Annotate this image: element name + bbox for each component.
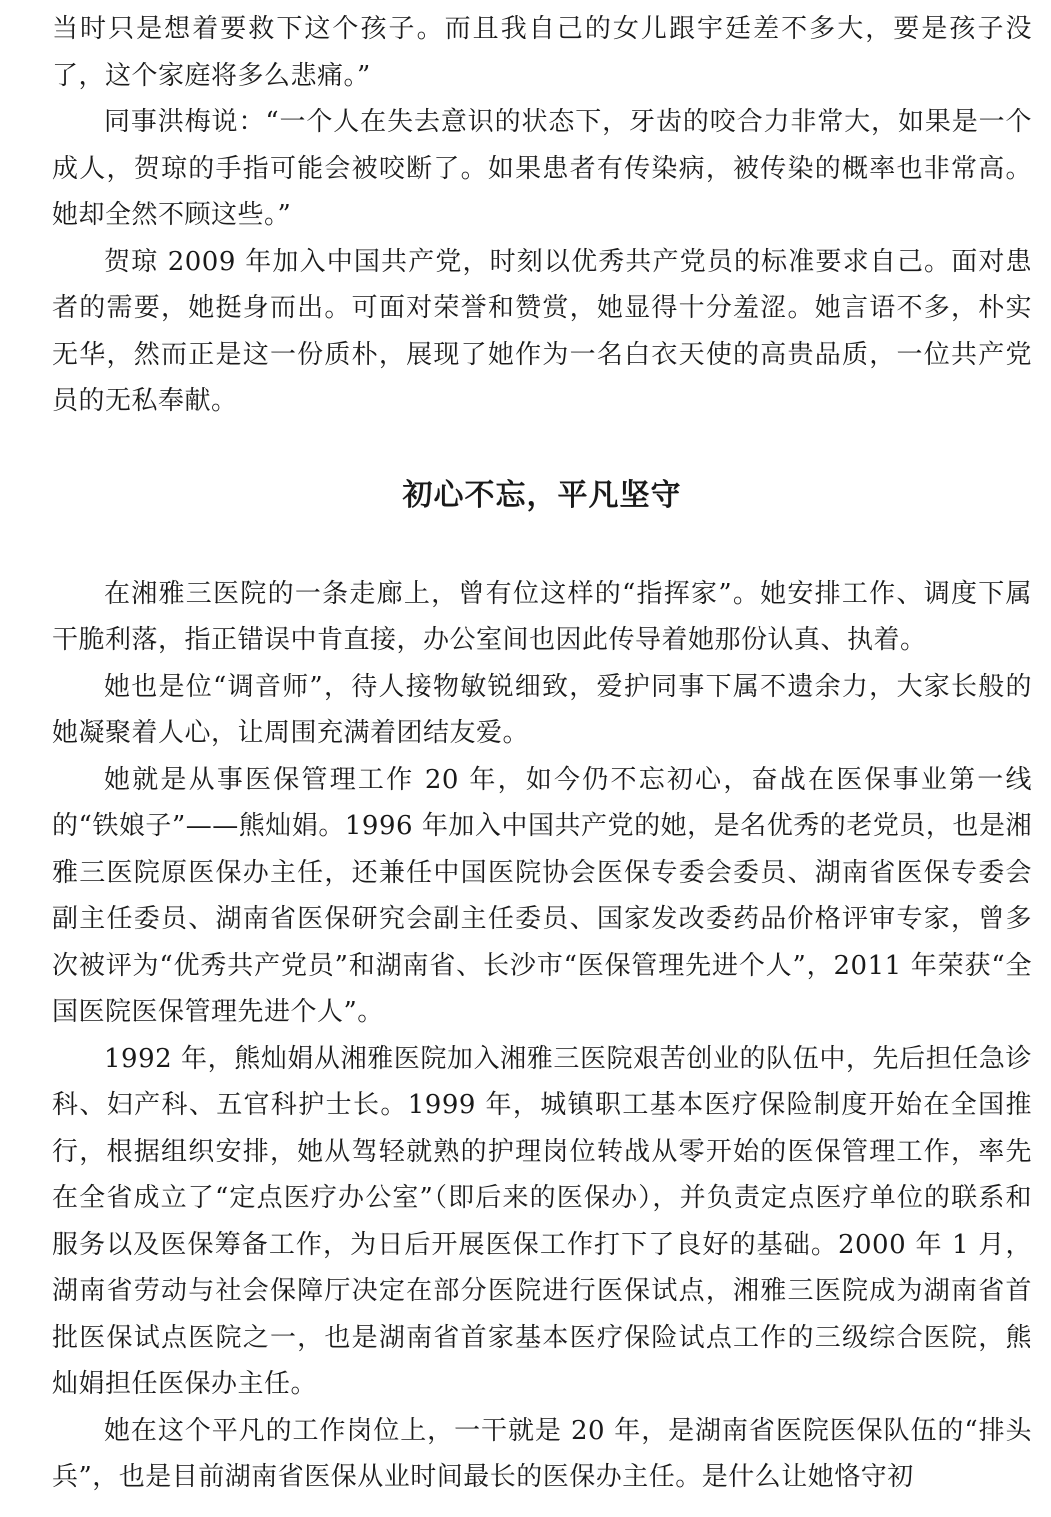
document-page (52, 6, 1032, 1501)
paragraph: 同事洪梅说：“一个人在失去意识的状态下，牙齿的咬合力非常大，如果是一个成人，贺琼的手指可能会被咬断了。如果患者有传染病，被传染的概率也非常高。她却全然不顾这些。” (52, 107, 1032, 230)
paragraph: 在湘雅三医院的一条走廊上，曾有位这样的“指挥家”。她安排工作、调度下属干脆利落，指正错误中肯直接，办公室间也因此传导着她那份认真、执着。 (52, 578, 1032, 655)
paragraph: 贺琼 2009 年加入中国共产党，时刻以优秀共产党员的标准要求自己。面对患者的需要，她挺身而出。可面对荣誉和赞赏，她显得十分羞涩。她言语不多，朴实无华，然而正是这一份质朴，展现了她作为一名白衣天使的高贵品质，一位共产党员的无私奉献。 (52, 246, 1032, 416)
paragraph: 1992 年，熊灿娟从湘雅医院加入湘雅三医院艰苦创业的队伍中，先后担任急诊科、妇产科、五官科护士长。1999 年，城镇职工基本医疗保险制度开始在全国推行，根据组织安排，她从驾轻就熟的护理岗位转战从零开始的医保管理工作，率先在全省成立了“定点医疗办公室”（即后来的医保办），并负责定点医疗单位的联系和服务以及医保筹备工作，为日后开展医保工作打下了良好的基础。2000 年 1 月，湖南省劳动与社会保障厅决定在部分医院进行医保试点，湘雅三医院成为湖南省首批医保试点医院之一，也是湖南省首家基本医疗保险试点工作的三级综合医院，熊灿娟担任医保办主任。 (52, 1043, 1032, 1399)
paragraph: 她也是位“调音师”，待人接物敏锐细致，爱护同事下属不遗余力，大家长般的她凝聚着人心，让周围充满着团结友爱。 (52, 671, 1032, 748)
section-title: 初心不忘，平凡坚守 (402, 477, 682, 513)
paragraph: 她就是从事医保管理工作 20 年，如今仍不忘初心，奋战在医保事业第一线的“铁娘子”——熊灿娟。1996 年加入中国共产党的她，是名优秀的老党员，也是湘雅三医院原医保办主任，还兼任中国医院协会医保专委会委员、湖南省医保专委会副主任委员、湖南省医保研究会副主任委员、国家发改委药品价格评审专家，曾多次被评为“优秀共产党员”和湖南省、长沙市“医保管理先进个人”，2011 年荣获“全国医院医保管理先进个人”。 (52, 764, 1032, 1027)
paragraph: 当时只是想着要救下这个孩子。而且我自己的女儿跟宇廷差不多大，要是孩子没了，这个家庭将多么悲痛。” (52, 14, 1032, 91)
paragraph: 她在这个平凡的工作岗位上，一干就是 20 年，是湖南省医院医保队伍的“排头兵”，也是目前湖南省医保从业时间最长的医保办主任。是什么让她恪守初 (52, 1415, 1033, 1492)
